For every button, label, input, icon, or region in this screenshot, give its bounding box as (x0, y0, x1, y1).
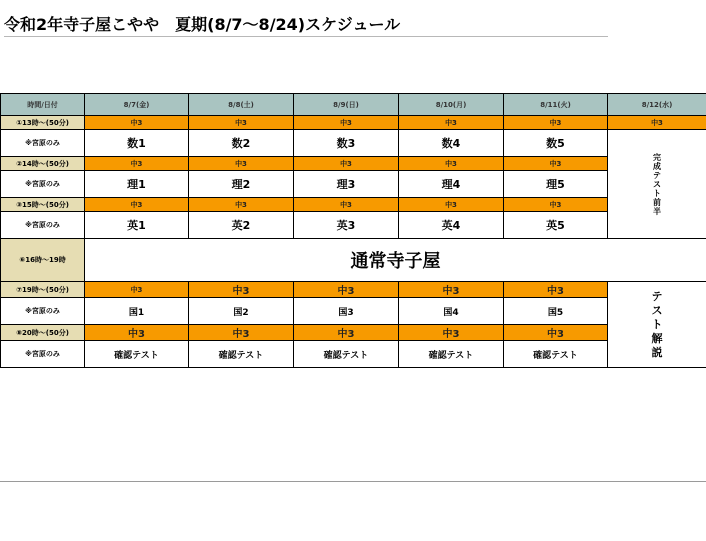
subject-cell: 数1 (85, 130, 189, 157)
class-cell: 中3 (504, 282, 608, 298)
period-time-label: ②14時～(50分) (1, 157, 85, 171)
period-6-row (1, 239, 706, 282)
class-cell: 中3 (294, 116, 399, 130)
period-2-subject-row (1, 171, 706, 198)
subject-cell: 確認テスト (504, 341, 608, 368)
class-cell: 中3 (85, 282, 189, 298)
class-cell: 中3 (189, 198, 294, 212)
class-cell: 中3 (189, 157, 294, 171)
class-cell: 中3 (399, 157, 504, 171)
period-time-label: ⑦19時～(50分) (1, 282, 85, 298)
class-cell: 中3 (504, 157, 608, 171)
class-cell: 中3 (504, 198, 608, 212)
corner-header: 時間/日付 (1, 94, 85, 116)
subject-cell: 確認テスト (189, 341, 294, 368)
subject-cell: 国5 (504, 298, 608, 325)
note-label: ※宮原のみ (1, 341, 85, 368)
period-time-label: ①13時～(50分) (1, 116, 85, 130)
period-2-class-row (1, 157, 706, 171)
subject-cell: 確認テスト (85, 341, 189, 368)
regular-session-banner: 通常寺子屋 (85, 239, 706, 282)
period-8-class-row (1, 325, 706, 341)
class-cell: 中3 (399, 325, 504, 341)
class-cell: 中3 (504, 325, 608, 341)
subject-cell: 理2 (189, 171, 294, 198)
class-cell: 中3 (85, 116, 189, 130)
class-cell: 中3 (189, 282, 294, 298)
date-header: 8/11(火) (504, 94, 608, 116)
class-cell: 中3 (294, 282, 399, 298)
note-label: ※宮原のみ (1, 171, 85, 198)
class-cell: 中3 (608, 116, 706, 130)
schedule-table (0, 93, 706, 368)
class-cell: 中3 (399, 116, 504, 130)
period-8-subject-row (1, 341, 706, 368)
class-cell: 中3 (294, 198, 399, 212)
date-header: 8/8(土) (189, 94, 294, 116)
period-3-class-row (1, 198, 706, 212)
subject-cell: 国2 (189, 298, 294, 325)
subject-cell: 英3 (294, 212, 399, 239)
class-cell: 中3 (399, 198, 504, 212)
subject-cell: 英2 (189, 212, 294, 239)
subject-cell: 数2 (189, 130, 294, 157)
note-label: ※宮原のみ (1, 298, 85, 325)
class-cell: 中3 (85, 325, 189, 341)
period-3-subject-row (1, 212, 706, 239)
subject-cell: 英4 (399, 212, 504, 239)
date-header: 8/9(日) (294, 94, 399, 116)
period-7-subject-row (1, 298, 706, 325)
note-label: ※宮原のみ (1, 212, 85, 239)
class-cell: 中3 (399, 282, 504, 298)
subject-cell: 数3 (294, 130, 399, 157)
period-1-subject-row (1, 130, 706, 157)
class-cell: 中3 (85, 198, 189, 212)
subject-cell: 理5 (504, 171, 608, 198)
class-cell: 中3 (85, 157, 189, 171)
class-cell: 中3 (189, 325, 294, 341)
subject-cell: 英1 (85, 212, 189, 239)
subject-cell: 国1 (85, 298, 189, 325)
subject-cell: 確認テスト (294, 341, 399, 368)
note-label: ※宮原のみ (1, 130, 85, 157)
subject-cell: 理4 (399, 171, 504, 198)
subject-cell: 理1 (85, 171, 189, 198)
period-time-label: ③15時～(50分) (1, 198, 85, 212)
date-header: 8/12(水) (608, 94, 706, 116)
period-time-label: ⑥16時～19時 (1, 239, 85, 282)
class-cell: 中3 (189, 116, 294, 130)
period-1-class-row (1, 116, 706, 130)
class-cell: 中3 (294, 157, 399, 171)
subject-cell: 英5 (504, 212, 608, 239)
subject-cell: 国3 (294, 298, 399, 325)
header-row (1, 94, 706, 116)
date-header: 8/10(月) (399, 94, 504, 116)
subject-cell: 国4 (399, 298, 504, 325)
subject-cell: 理3 (294, 171, 399, 198)
class-cell: 中3 (294, 325, 399, 341)
page-title: 令和2年寺子屋こやや 夏期(8/7～8/24)スケジュール (4, 14, 608, 37)
period-time-label: ⑧20時～(50分) (1, 325, 85, 341)
subject-cell: 確認テスト (399, 341, 504, 368)
subject-cell: 数4 (399, 130, 504, 157)
period-7-class-row (1, 282, 706, 298)
side-note-bottom: テ ス ト 解 説 (608, 282, 706, 368)
date-header: 8/7(金) (85, 94, 189, 116)
class-cell: 中3 (504, 116, 608, 130)
bottom-divider (0, 481, 706, 482)
side-note-top: 完 成 テ ス ト 前 半 (608, 130, 706, 239)
subject-cell: 数5 (504, 130, 608, 157)
